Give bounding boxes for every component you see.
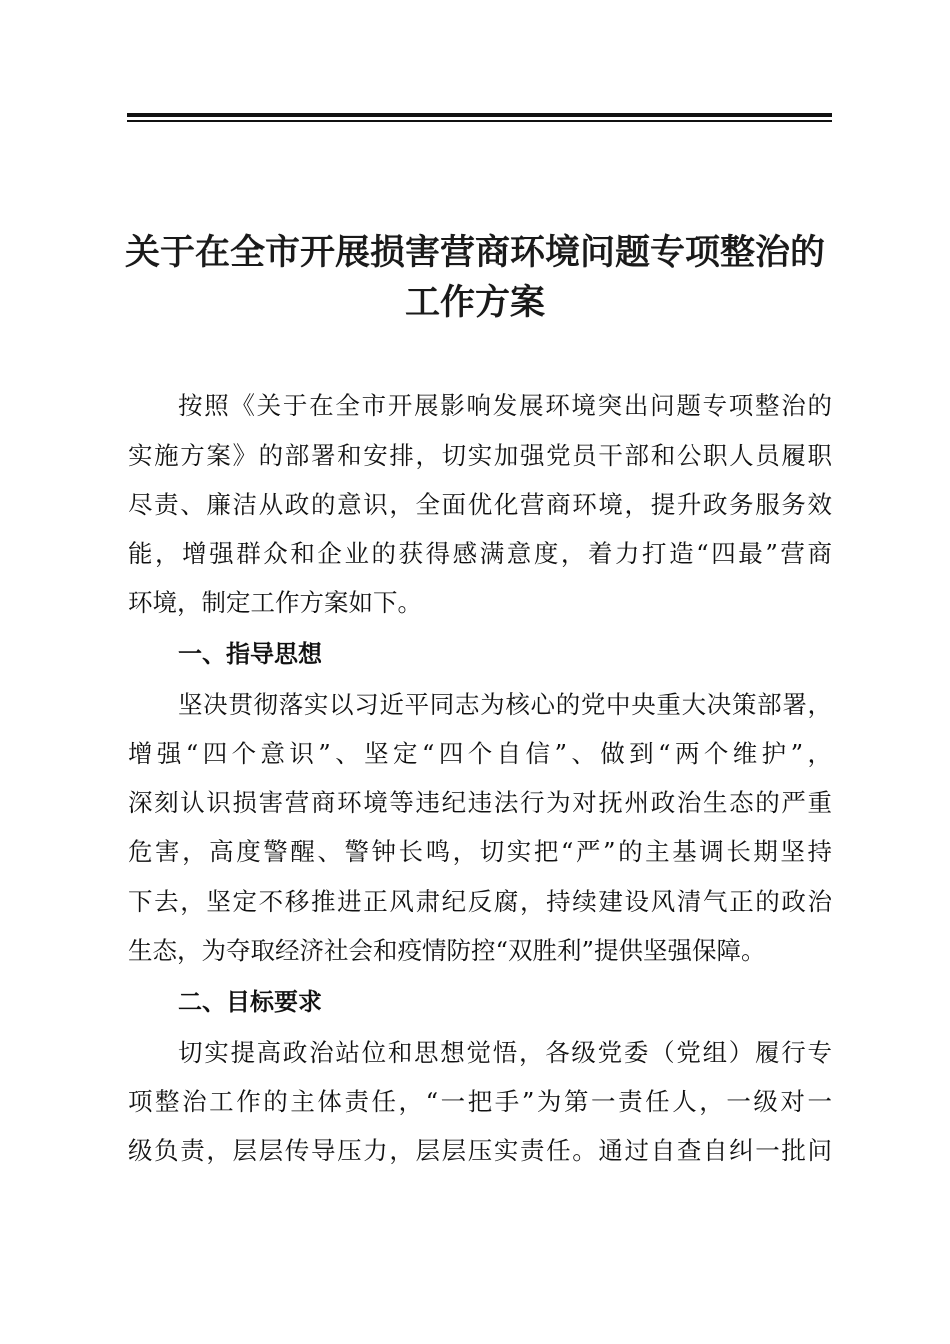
section-1-line: 生态，为夺取经济社会和疫情防控“双胜利”提供坚强保障。 [128,936,766,965]
document-title-line-2: 工作方案 [404,283,545,323]
intro-line: 按照《关于在全市开展影响发展环境突出问题专项整治的 [178,391,832,420]
intro-line: 尽责、廉洁从政的意识，全面优化营商环境，提升政务服务效 [128,490,832,519]
header-rule-thin [127,120,832,122]
section-1-line: 增强“四个意识”、坚定“四个自信”、做到“两个维护”， [128,739,832,768]
intro-line: 环境，制定工作方案如下。 [128,588,422,617]
section-2-line: 切实提高政治站位和思想觉悟，各级党委（党组）履行专 [178,1038,832,1067]
intro-line: 实施方案》的部署和安排，切实加强党员干部和公职人员履职 [128,441,832,470]
section-1-line: 坚决贯彻落实以习近平同志为核心的党中央重大决策部署， [178,690,832,719]
header-rule-thick [127,113,832,117]
intro-line: 能，增强群众和企业的获得感满意度，着力打造“四最”营商 [128,539,832,568]
section-1-heading: 一、指导思想 [178,640,322,668]
section-2-heading: 二、目标要求 [178,988,322,1016]
section-1-line: 下去，坚定不移推进正风肃纪反腐，持续建设风清气正的政治 [128,887,832,916]
section-1-line: 危害，高度警醒、警钟长鸣，切实把“严”的主基调长期坚持 [128,837,832,866]
section-1-line: 深刻认识损害营商环境等违纪违法行为对抚州政治生态的严重 [128,788,832,817]
section-2-line: 级负责，层层传导压力，层层压实责任。通过自查自纠一批问 [128,1136,832,1165]
section-2-line: 项整治工作的主体责任，“一把手”为第一责任人，一级对一 [128,1087,832,1116]
document-title-line-1: 关于在全市开展损害营商环境问题专项整治的 [124,233,825,273]
